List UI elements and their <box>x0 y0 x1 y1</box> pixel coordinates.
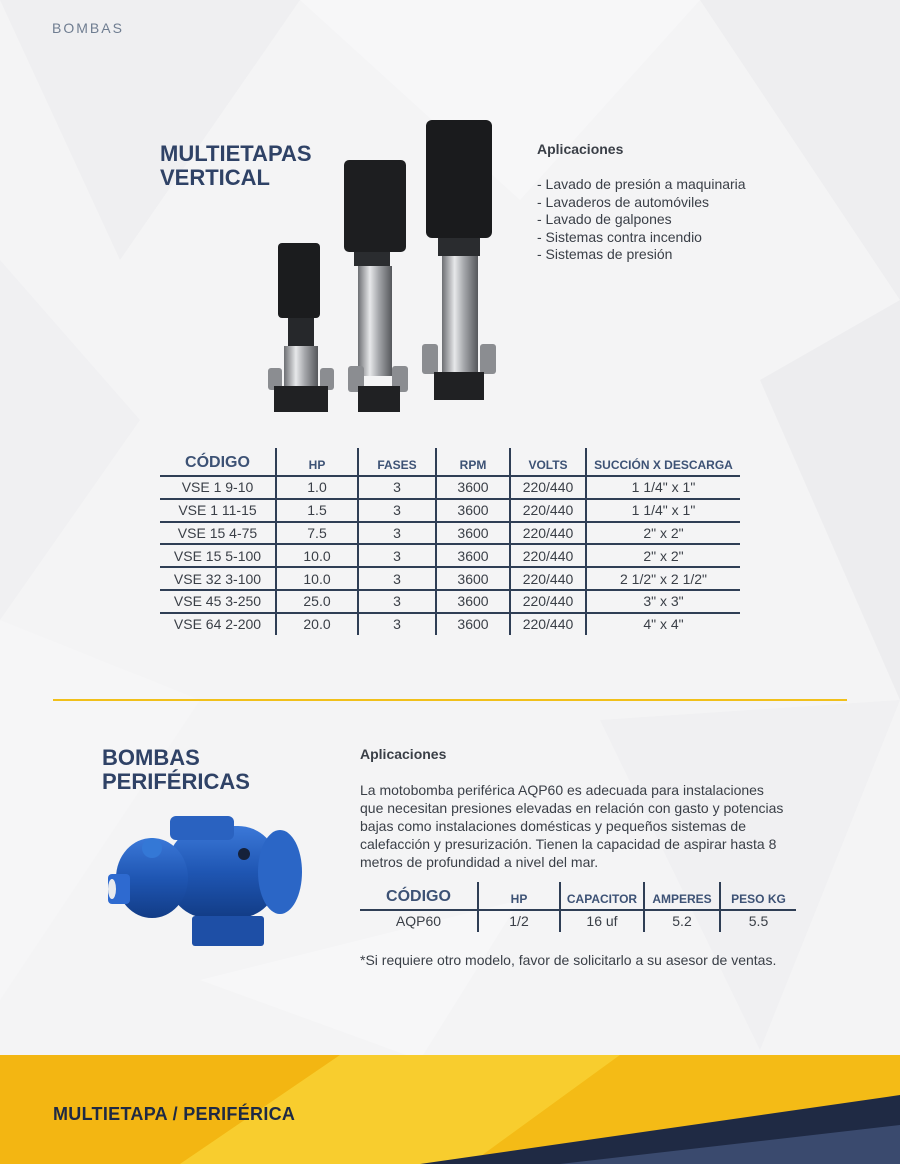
table-row <box>160 567 740 590</box>
application-item: - Lavado de galpones <box>537 211 672 228</box>
peripheral-pump-spec-table <box>360 882 796 932</box>
table-cell: 3 <box>358 590 436 613</box>
description-line: calefacción y presurización. Tienen la capacidad de aspirar hasta 8 <box>360 836 777 852</box>
column-header-codigo: CÓDIGO <box>160 448 276 476</box>
table-cell: VSE 32 3-100 <box>160 567 276 590</box>
description-line: La motobomba periférica AQP60 es adecuada para instalaciones <box>360 782 764 798</box>
vertical-pumps-image <box>262 118 506 424</box>
table-cell: 3600 <box>436 567 510 590</box>
table-cell: 3600 <box>436 499 510 522</box>
title-line: MULTIETAPAS <box>160 141 312 166</box>
table-cell: 220/440 <box>510 567 586 590</box>
table-cell: 1 1/4" x 1" <box>586 499 740 522</box>
table-header-row <box>360 882 796 910</box>
table-cell: 3600 <box>436 590 510 613</box>
column-header-hp: HP <box>276 448 358 476</box>
table-cell: 5.2 <box>644 910 720 932</box>
table-cell: 220/440 <box>510 590 586 613</box>
table-row <box>360 910 796 932</box>
column-header-rpm: RPM <box>436 448 510 476</box>
table-header-row <box>160 448 740 476</box>
table-cell: 10.0 <box>276 567 358 590</box>
title-line: BOMBAS <box>102 745 200 770</box>
application-item: - Lavaderos de automóviles <box>537 193 709 210</box>
table-cell: 3 <box>358 499 436 522</box>
column-header-amperes: AMPERES <box>644 882 720 910</box>
table-row <box>160 476 740 499</box>
application-item: - Sistemas de presión <box>537 246 673 263</box>
section-divider <box>53 699 847 701</box>
column-header-codigo: CÓDIGO <box>360 882 478 910</box>
table-cell: VSE 64 2-200 <box>173 616 262 633</box>
table-cell: 3 <box>358 613 436 635</box>
table-row <box>160 522 740 545</box>
table-cell: 2" x 2" <box>586 544 740 567</box>
column-header-hp: HP <box>478 882 560 910</box>
applications-title: Aplicaciones <box>537 141 624 157</box>
table-cell: 220/440 <box>510 522 586 545</box>
table-cell: VSE 1 9-10 <box>160 476 276 499</box>
peripheral-pump-image <box>104 808 306 952</box>
table-row <box>160 613 740 635</box>
table-row <box>160 590 740 613</box>
table-cell: 2 1/2" x 2 1/2" <box>586 567 740 590</box>
table-cell: 16 uf <box>560 910 644 932</box>
column-header-succion: SUCCIÓN X DESCARGA <box>586 448 740 476</box>
table-cell: VSE 1 11-15 <box>160 499 276 522</box>
table-cell: 3 <box>358 544 436 567</box>
description-line: que necesitan presiones elevadas en relación con gasto y potencias <box>360 800 784 816</box>
table-cell: 3600 <box>436 522 510 545</box>
description-line: metros de profundidad a nivel del mar. <box>360 854 599 870</box>
table-cell: 3600 <box>436 476 510 499</box>
table-cell: 3 <box>358 476 436 499</box>
table-cell: 3 <box>358 522 436 545</box>
section-title-perifericas <box>102 746 250 794</box>
table-cell: 1.0 <box>276 476 358 499</box>
table-cell: VSE 45 3-250 <box>160 590 276 613</box>
column-header-volts: VOLTS <box>510 448 586 476</box>
column-header-fases: FASES <box>358 448 436 476</box>
table-cell: 20.0 <box>276 613 358 635</box>
table-cell: 220/440 <box>510 544 586 567</box>
table-row <box>160 499 740 522</box>
table-cell: VSE 15 4-75 <box>160 522 276 545</box>
section-label: BOMBAS <box>52 20 124 36</box>
table-cell: 220/440 <box>510 499 586 522</box>
table-cell: 4" x 4" <box>586 613 740 635</box>
footnote: *Si requiere otro modelo, favor de solicitarlo a su asesor de ventas. <box>360 952 777 968</box>
applications-list <box>537 176 746 264</box>
table-cell: 10.0 <box>276 544 358 567</box>
column-header-capacitor: CAPACITOR <box>560 882 644 910</box>
table-cell: VSE 15 5-100 <box>160 544 276 567</box>
application-item: - Lavado de presión a maquinaria <box>537 176 746 192</box>
table-cell: 1.5 <box>276 499 358 522</box>
title-line: PERIFÉRICAS <box>102 769 250 794</box>
vertical-pumps-spec-table <box>160 448 740 635</box>
applications-title: Aplicaciones <box>360 746 447 762</box>
table-cell: 220/440 <box>510 613 586 635</box>
table-cell: 3 <box>358 567 436 590</box>
table-cell: 25.0 <box>276 590 358 613</box>
table-cell: 1 1/4" x 1" <box>586 476 740 499</box>
pump-description <box>360 781 783 871</box>
column-header-peso: PESO KG <box>720 882 796 910</box>
description-line: bajas como instalaciones domésticas y pequeños sistemas de <box>360 818 746 834</box>
table-cell: 5.5 <box>720 910 796 932</box>
table-cell: 220/440 <box>510 476 586 499</box>
footer-title: MULTIETAPA / PERIFÉRICA <box>53 1104 296 1124</box>
table-cell: 3600 <box>436 544 510 567</box>
table-cell: AQP60 <box>395 913 442 930</box>
application-item: - Sistemas contra incendio <box>537 228 702 245</box>
table-row <box>160 544 740 567</box>
table-cell: 3600 <box>436 613 510 635</box>
table-cell: 3" x 3" <box>586 590 740 613</box>
title-line: VERTICAL <box>160 165 270 190</box>
table-cell: 1/2 <box>478 910 560 932</box>
table-cell: 2" x 2" <box>586 522 740 545</box>
table-cell: 7.5 <box>276 522 358 545</box>
